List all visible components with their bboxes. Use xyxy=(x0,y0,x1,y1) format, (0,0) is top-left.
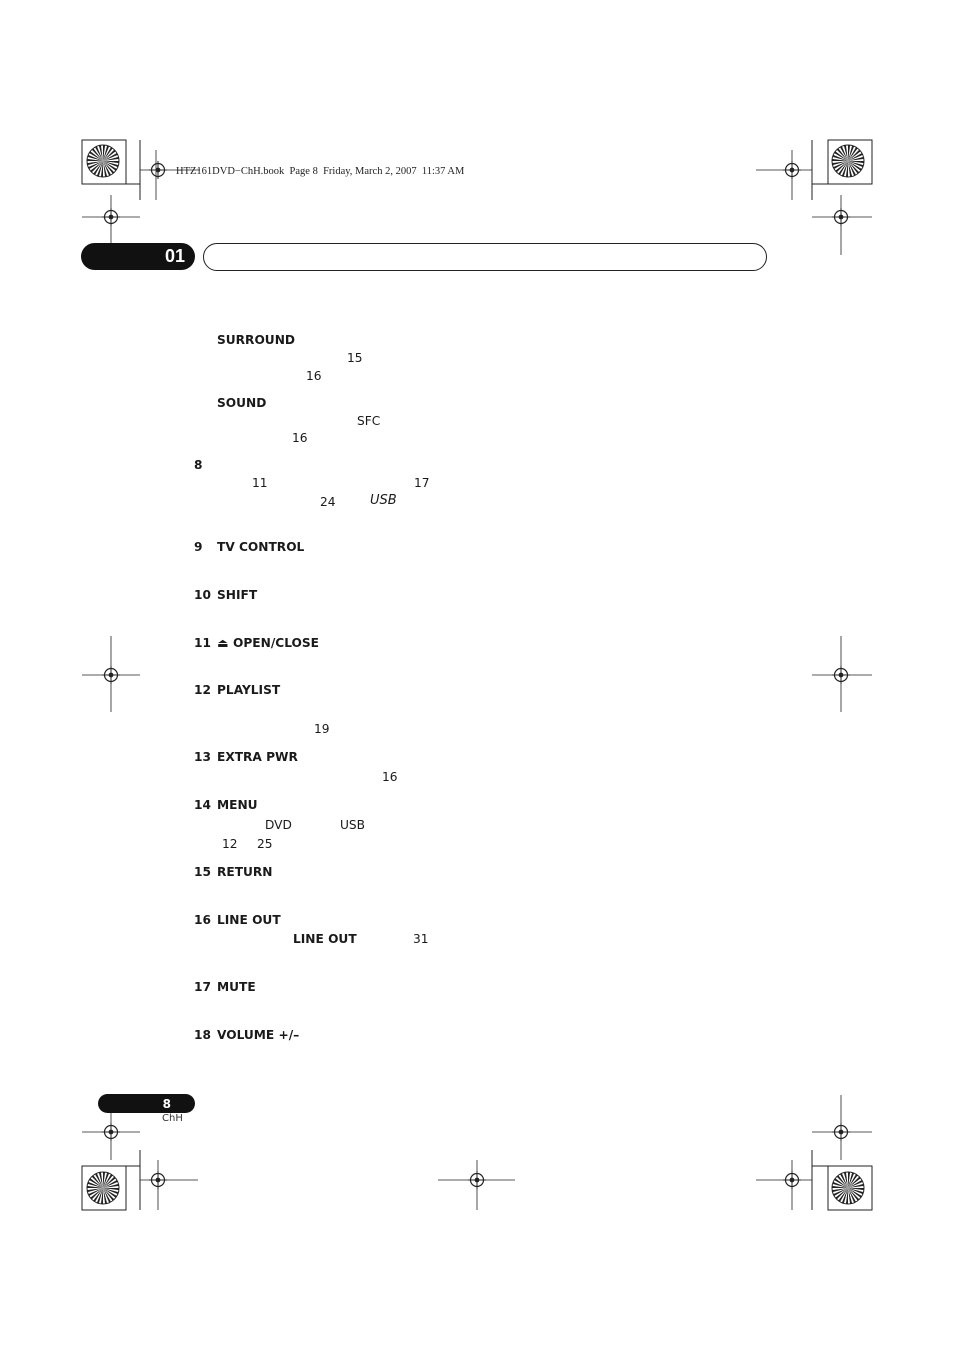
page-reference: 19 xyxy=(314,722,330,736)
page-number-badge xyxy=(98,1094,195,1113)
registration-target-icon xyxy=(102,1123,120,1141)
mute-label: MUTE xyxy=(217,980,256,994)
page-reference: 25 xyxy=(257,837,273,851)
registration-target-icon xyxy=(102,208,120,226)
page-reference: 16 xyxy=(292,431,308,445)
star-target-icon xyxy=(87,145,119,177)
language-code: ChH xyxy=(162,1113,183,1124)
chapter-title-frame xyxy=(203,243,767,271)
item-number: 8 xyxy=(194,458,203,472)
menu-label: MENU xyxy=(217,798,258,812)
registration-target-icon xyxy=(783,161,801,179)
line-out-inline-label: LINE OUT xyxy=(293,932,357,946)
volume-label: VOLUME +/– xyxy=(217,1028,300,1042)
registration-target-icon xyxy=(832,666,850,684)
star-target-icon xyxy=(87,1172,119,1204)
item-number: 12 xyxy=(194,683,211,697)
page-number: 8 xyxy=(162,1096,171,1111)
registration-target-icon xyxy=(832,208,850,226)
registration-target-icon xyxy=(102,666,120,684)
open-close-label: OPEN/CLOSE xyxy=(233,636,320,650)
shift-label: SHIFT xyxy=(217,588,258,602)
item-number: 18 xyxy=(194,1028,211,1042)
item-number: 9 xyxy=(194,540,203,554)
registration-target-icon xyxy=(783,1171,801,1189)
item-number: 15 xyxy=(194,865,211,879)
page-reference: 17 xyxy=(414,476,430,490)
chapter-number: 01 xyxy=(164,246,185,266)
registration-target-icon xyxy=(468,1171,486,1189)
item-number: 14 xyxy=(194,798,211,812)
print-header: HTZ161DVD−ChH.book Page 8 Friday, March 2, 2007 11:37 AM xyxy=(176,166,465,177)
sfc-text: SFC xyxy=(357,414,381,428)
item-number: 16 xyxy=(194,913,211,927)
item-number: 10 xyxy=(194,588,211,602)
item-number: 13 xyxy=(194,750,211,764)
page-reference: 12 xyxy=(222,837,238,851)
registration-target-icon xyxy=(832,1123,850,1141)
page-reference: 24 xyxy=(320,495,336,509)
star-target-icon xyxy=(832,145,864,177)
chapter-number-badge xyxy=(81,243,195,270)
item-number: 17 xyxy=(194,980,211,994)
sound-label: SOUND xyxy=(217,396,267,410)
page-reference: 15 xyxy=(347,351,363,365)
return-label: RETURN xyxy=(217,865,273,879)
usb-text: USB xyxy=(340,818,366,832)
extra-pwr-label: EXTRA PWR xyxy=(217,750,298,764)
playlist-label: PLAYLIST xyxy=(217,683,281,697)
page-reference: 11 xyxy=(252,476,268,490)
page-reference: 31 xyxy=(413,932,429,946)
registration-target-icon xyxy=(149,161,167,179)
registration-target-icon xyxy=(149,1171,167,1189)
page-reference: 16 xyxy=(306,369,322,383)
star-target-icon xyxy=(832,1172,864,1204)
line-out-label: LINE OUT xyxy=(217,913,281,927)
surround-label: SURROUND xyxy=(217,333,296,347)
item-number: 11 xyxy=(194,636,211,650)
eject-icon: ⏏ xyxy=(217,636,229,650)
page-reference: 16 xyxy=(382,770,398,784)
tv-control-label: TV CONTROL xyxy=(217,540,305,554)
usb-text: USB xyxy=(370,493,397,508)
dvd-text: DVD xyxy=(265,818,292,832)
